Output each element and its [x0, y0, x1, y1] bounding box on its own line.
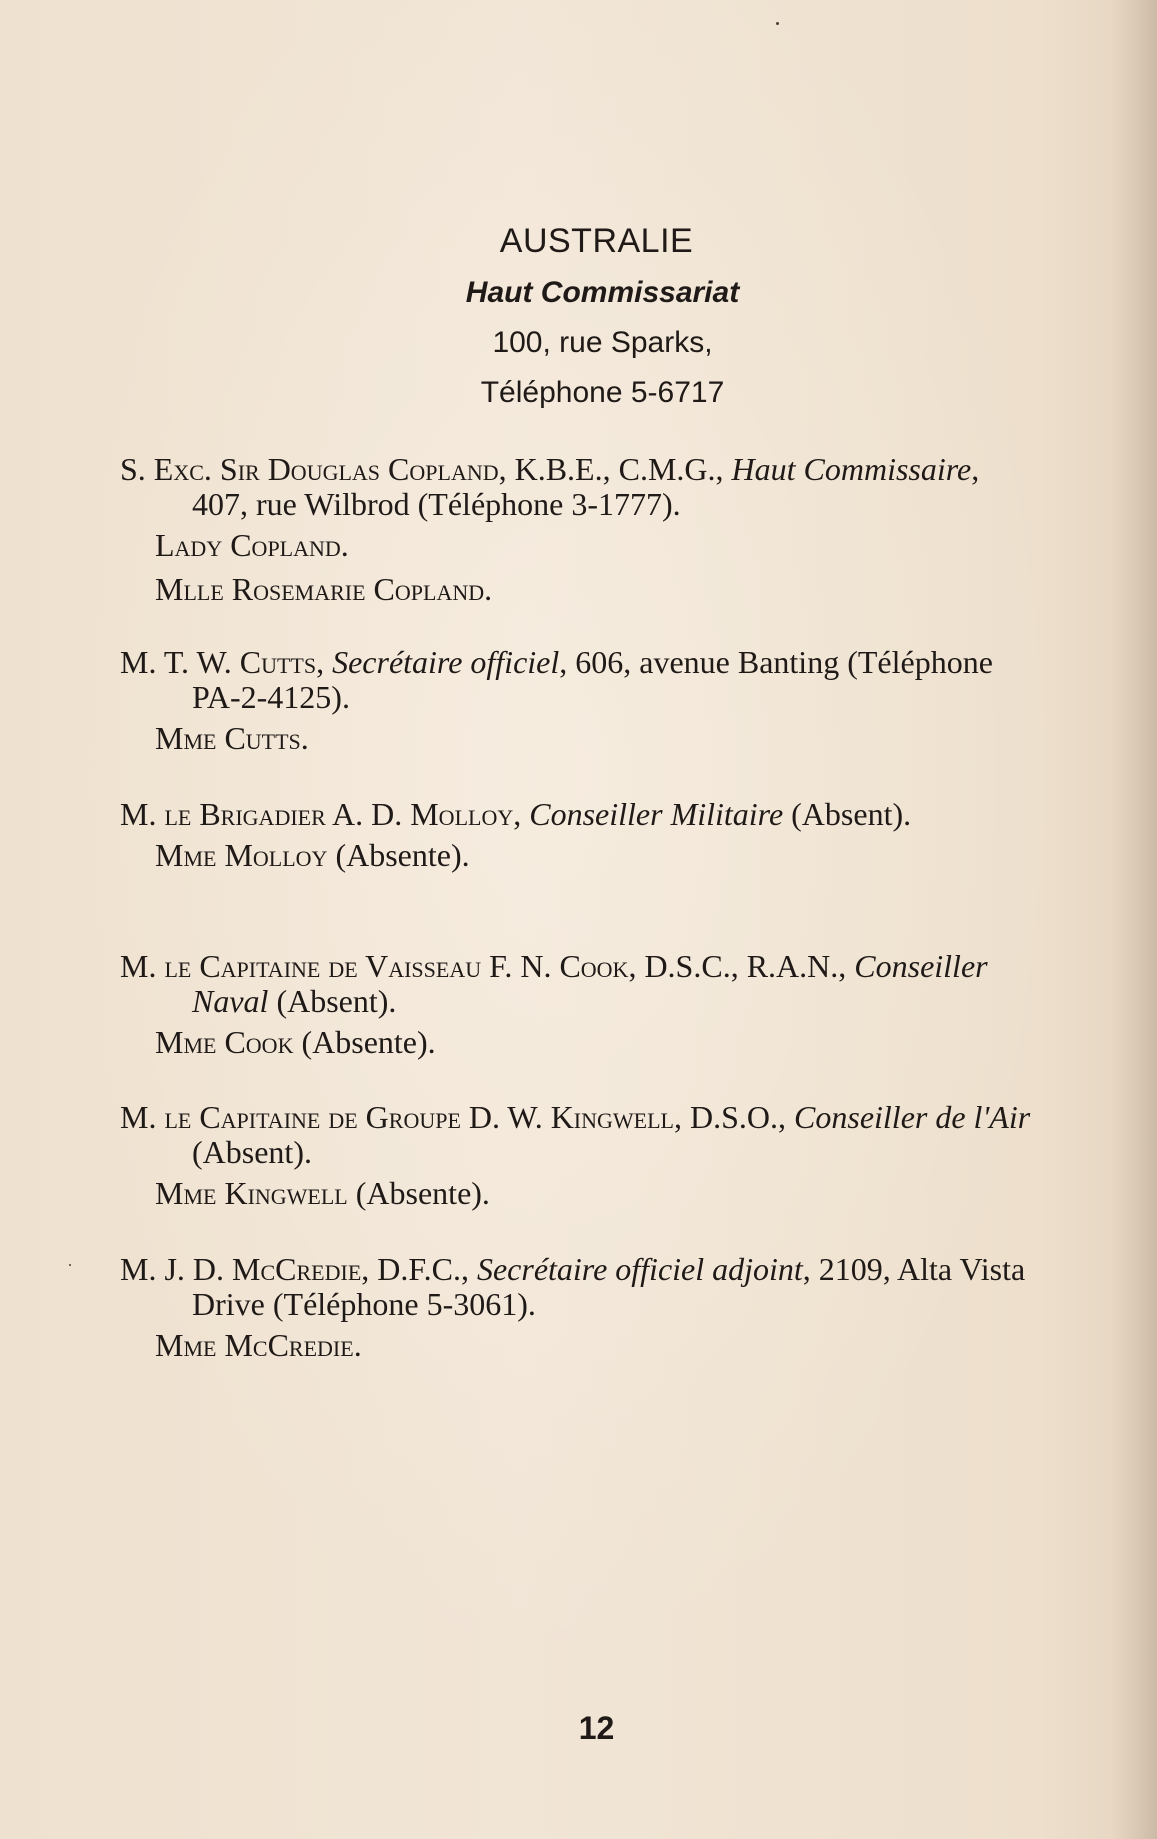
- spouse-line: Mme McCredie.: [155, 1327, 362, 1363]
- section-title: AUSTRALIE: [499, 222, 694, 260]
- ink-speck: [69, 1264, 71, 1266]
- entry-copland: [120, 452, 1040, 607]
- entry-main: M. T. W. Cutts, Secrétaire officiel, 606, avenue Banting (Téléphone PA-2-4125).: [120, 644, 993, 715]
- address-line: 100, rue Sparks,: [492, 326, 713, 359]
- entry-molloy: [120, 797, 1040, 873]
- section-subtitle: Haut Commissariat: [465, 276, 740, 309]
- entry-main: M. le Capitaine de Groupe D. W. Kingwell, D.S.O., Conseiller de l'Air (Absent).: [120, 1099, 1031, 1170]
- spouse-line: Mme Cook (Absente).: [155, 1024, 436, 1060]
- entry-main: S. Exc. Sir Douglas Copland, K.B.E., C.M.G., Haut Commissaire, 407, rue Wilbrod (Téléphone 3-1777).: [120, 451, 980, 522]
- spouse-line: Mme Cutts.: [155, 720, 309, 756]
- spouse-line: Mme Kingwell (Absente).: [155, 1175, 490, 1211]
- entry-cutts: [120, 645, 1040, 756]
- ink-speck: [776, 22, 779, 25]
- daughter-line: Mlle Rosemarie Copland.: [155, 571, 493, 607]
- entry-main: M. le Capitaine de Vaisseau F. N. Cook, D.S.C., R.A.N., Conseiller Naval (Absent).: [120, 948, 988, 1019]
- entry-kingwell: [120, 1100, 1040, 1211]
- page-number: 12: [578, 1710, 615, 1746]
- spouse-line: Mme Molloy (Absente).: [155, 837, 470, 873]
- entry-main: M. le Brigadier A. D. Molloy, Conseiller Militaire (Absent).: [120, 796, 912, 832]
- entry-main: M. J. D. McCredie, D.F.C., Secrétaire officiel adjoint, 2109, Alta Vista Drive (Téléphone 5-3061).: [120, 1251, 1026, 1322]
- entry-mccredie: [120, 1252, 1040, 1363]
- entry-cook: [120, 949, 1040, 1060]
- telephone-line: Téléphone 5-6717: [480, 376, 725, 409]
- spouse-line: Lady Copland.: [155, 527, 349, 563]
